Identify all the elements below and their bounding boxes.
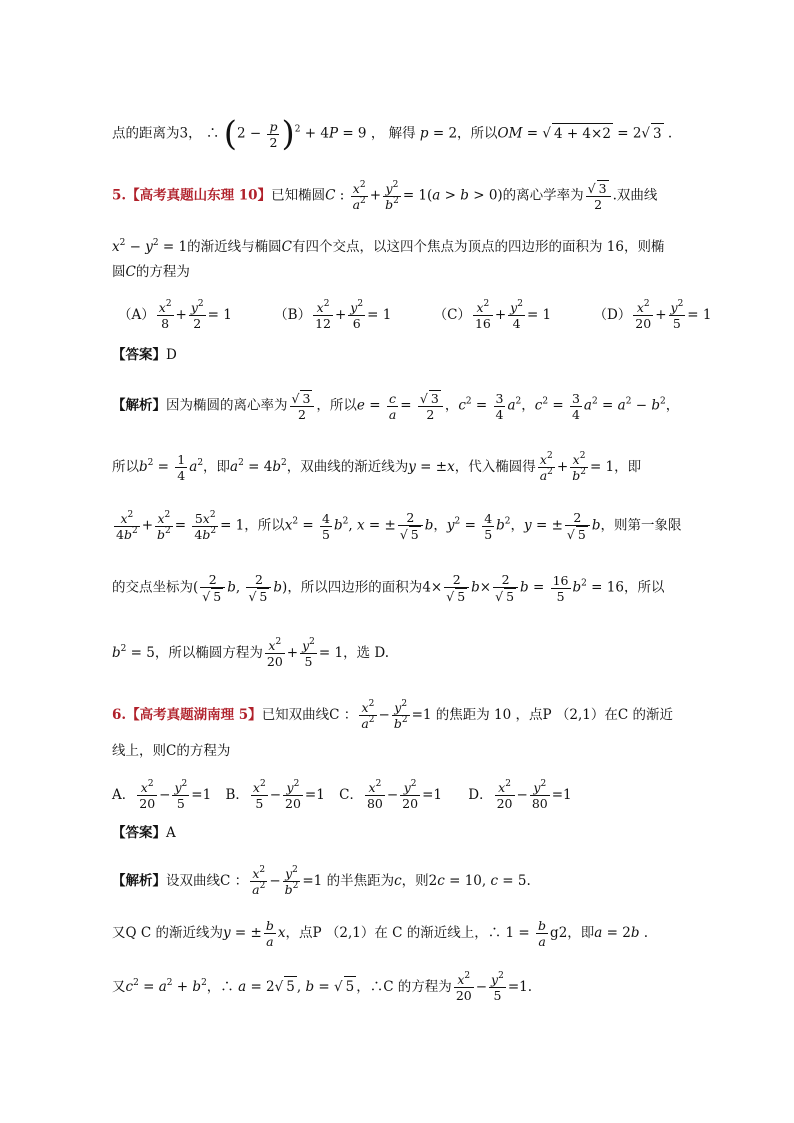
problem-5-options	[118, 299, 712, 331]
problem-6-options	[112, 780, 694, 811]
therefore-symbol: ∴	[369, 979, 384, 995]
text: 的方程为	[135, 264, 190, 280]
text: 圆	[112, 264, 126, 280]
text: ，选 D.	[343, 645, 390, 661]
option-d: （D） $\frac{x^2}{20}$ + $\frac{y^2}{5}$ = 1	[593, 299, 712, 331]
explain-label: 【解析】	[112, 873, 166, 889]
option-c: （C） $\frac{x^2}{16}$ + $\frac{y^2}{4}$ = 1	[433, 299, 552, 331]
text: ，所以椭圆方程为	[154, 645, 263, 661]
problem-6-line-2	[112, 741, 694, 761]
therefore-symbol: ∴	[205, 125, 220, 142]
problem-5-answer	[112, 345, 694, 365]
text: ，所以	[316, 397, 357, 414]
problem-6-explain-2: 又Q C 的渐近线为y = ± $\frac{b}{a}$ x，点P （2,1）在 C 的渐近线上，∴ 1 = $\frac{b}{a}$ g2，即a = 2b .	[112, 918, 649, 949]
problem-6-explain-3: 又$c^2 = a^2 + b^2$，∴ a = 2√ 5 , b = √ 5 ，∴C 的方程为 $\frac{x^2}{20}$ − $\frac{y^2}{5}$ =1.	[112, 971, 533, 1003]
paren: (	[223, 114, 237, 154]
text: ，	[356, 979, 370, 995]
continuation-line: 点的距离为3， ∴ (2 − $\frac{p}{2}$ )$^2$ + 4P = 9 ， 解得 p = 2，所以OM = √ 4 + 4×2 = 2√ 3 .	[112, 114, 673, 154]
text: ，所以四边形的面积为	[287, 579, 423, 596]
problem-source: 【高考真题山东理 10】	[126, 187, 272, 204]
fraction: $\frac{p}{2}$	[269, 118, 278, 150]
text: ，即	[567, 925, 595, 941]
text: 点的距离为3，	[112, 125, 202, 142]
problem-5-line-3: 圆C的方程为	[112, 264, 190, 280]
text: ，	[206, 979, 221, 995]
problem-5-explain-2: 所以$b^2$ = $\frac{1}{4}$ $a^2$，即$a^2 = 4b^2$，双曲线的渐近线为y = ±x，代入椭圆得 $\frac{x^2}{a^2}$ + $\frac{x^2}{b^2}$ = 1，即	[112, 451, 642, 483]
problem-number: 6.	[112, 707, 127, 723]
fraction: $\frac{x^2}{a^2}$	[352, 179, 366, 212]
text: 的交点坐标为	[112, 579, 193, 596]
text: ，即	[614, 459, 642, 475]
option-a: A． $\frac{x^2}{20}$ − $\frac{y^2}{5}$ =1	[112, 779, 212, 811]
fraction: $\frac{√ 3}{2}$	[586, 180, 611, 212]
option-b: B． $\frac{x^2}{5}$ − $\frac{y^2}{20}$ =1	[225, 779, 325, 811]
answer-label: 【答案】	[112, 825, 166, 841]
text: ，则第一象限	[600, 517, 682, 534]
problem-source: 【高考真题湖南理 5】	[126, 707, 262, 723]
therefore-symbol: ∴	[220, 979, 234, 995]
text: 又	[112, 979, 126, 995]
answer-value: D	[166, 347, 177, 363]
paren: )	[281, 114, 295, 154]
text: ，则	[401, 873, 429, 889]
text: ，即	[203, 459, 231, 475]
text: ，双曲线的渐近线为	[286, 459, 409, 475]
problem-5-line-2: $x^2 - y^2 = 1$的渐近线与椭圆C有四个交点，以这四个焦点为顶点的四边形的面积为 16，则椭	[112, 238, 665, 255]
text: 又Q C 的渐近线为	[112, 925, 223, 941]
answer-label: 【答案】	[112, 347, 166, 363]
text: =1 的焦距为 10 ，点P （2,1）在C 的渐近	[411, 707, 673, 723]
text: 有四个交点，以这四个焦点为顶点的四边形的面积为 16，则椭	[291, 239, 665, 255]
text: ，所以	[457, 125, 498, 142]
fraction: $\frac{y^2}{b^2}$	[385, 179, 399, 212]
text: C 的方程为	[383, 979, 452, 995]
problem-5-explain-5: $b^2 = 5$，所以椭圆方程为 $\frac{x^2}{20}$ + $\frac{y^2}{5}$ = 1，选 D.	[112, 637, 390, 669]
text: 因为椭圆的离心率为	[166, 397, 288, 414]
text: ，所以	[623, 579, 665, 596]
text: 线上，则C的方程为	[112, 743, 231, 759]
explain-label: 【解析】	[112, 397, 166, 414]
therefore-symbol: ∴	[487, 925, 502, 941]
option-c: C． $\frac{x^2}{80}$ − $\frac{y^2}{20}$ =1	[339, 779, 442, 811]
problem-6-line-1: 6.【高考真题湖南理 5】已知双曲线C ： $\frac{x^2}{a^2}$ − $\frac{y^2}{b^2}$ =1 的焦距为 10 ，点P （2,1）在C 的渐近	[112, 699, 673, 731]
text: 的离心学率为	[502, 187, 584, 204]
text: 所以	[112, 459, 139, 475]
problem-6-explain-1: 【解析】设双曲线C ： $\frac{x^2}{a^2}$ − $\frac{y^2}{b^2}$ =1 的半焦距为c，则2c = 10, c = 5.	[112, 865, 531, 897]
problem-5-explain-1: 【解析】因为椭圆的离心率为 $\frac{√ 3}{2}$ ，所以e = $\frac{c}{a}$ = $\frac{√ 3}{2}$ ，$c^2$ = $\frac{3}{4}$ $a^2$，$c^2$ = $\frac{3}{4}$ $a^2 = a^2 - b^2$，	[112, 390, 680, 422]
problem-6-answer	[112, 823, 694, 843]
problem-number: 5.	[112, 187, 127, 204]
problem-5-line-1: 5.【高考真题山东理 10】已知椭圆C : $\frac{x^2}{a^2}$ + $\frac{y^2}{b^2}$ = 1(a > b > 0)的离心学率为 $\frac{√ 3}{2}$ .双曲线	[112, 179, 658, 212]
text: 设双曲线C ：	[166, 873, 249, 889]
option-b: （B） $\frac{x^2}{12}$ + $\frac{y^2}{6}$ = 1	[274, 299, 392, 331]
text: 的渐近线与椭圆	[187, 239, 282, 255]
problem-5-explain-4: 的交点坐标为( $\frac{2}{√ 5}$ b, $\frac{2}{√ 5}$ b)，所以四边形的面积为4× $\frac{2}{√ 5}$ b× $\frac{2}{√ 5}$ b = $\frac{16}{5}$ $b^2 = 16$，所以	[112, 572, 665, 604]
text: .双曲线	[612, 187, 658, 204]
text: ，点P （2,1）在 C 的渐近线上，	[285, 925, 488, 941]
text: ，	[370, 125, 385, 142]
option-d: D． $\frac{x^2}{20}$ − $\frac{y^2}{80}$ =1	[468, 779, 572, 811]
text: 解得	[388, 125, 416, 142]
text: =1 的半焦距为	[302, 873, 395, 889]
option-a: （A） $\frac{x^2}{8}$ + $\frac{y^2}{2}$ = 1	[118, 299, 232, 331]
text: 已知双曲线C ：	[261, 707, 358, 723]
problem-5-explain-3: $\frac{x^2}{4b^2}$ + $\frac{x^2}{b^2}$ = $\frac{5x^2}{4b^2}$ = 1，所以$x^2$ = $\frac{4}{5}$ $b^2$, x = ± $\frac{2}{√ 5}$ b，$y^2$ = $\frac{4}{5}$ $b^2$，y = ± $\frac{2}{√ 5}$ b，则第一象限	[116, 509, 682, 542]
text: ，所以	[244, 517, 285, 534]
text: ，代入椭圆得	[454, 459, 536, 475]
text: 已知椭圆	[271, 187, 326, 204]
answer-value: A	[166, 825, 176, 841]
